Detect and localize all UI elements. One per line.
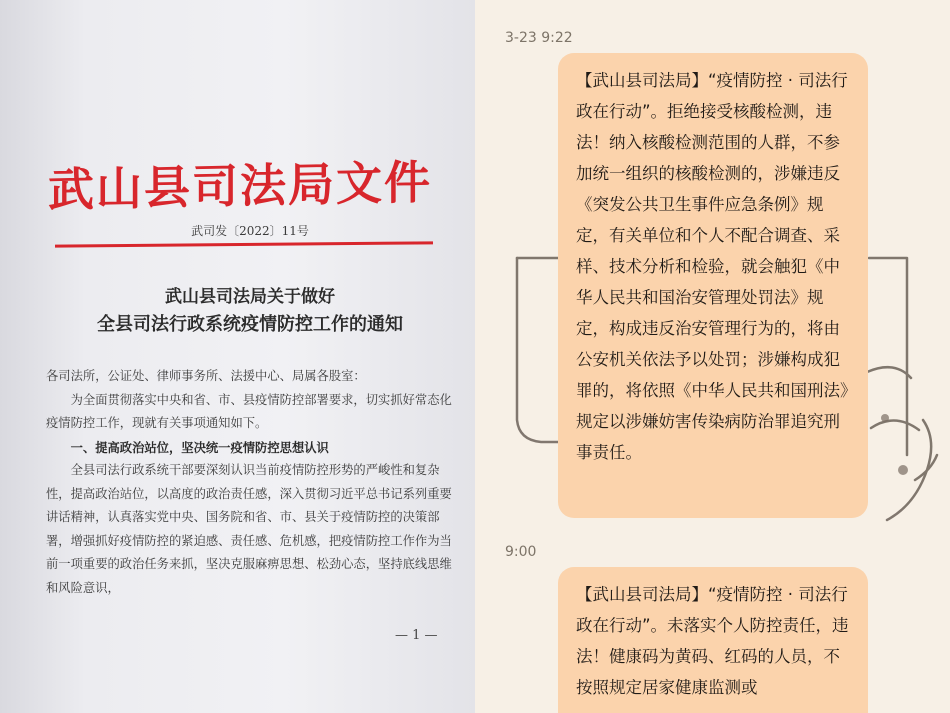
document-title-line2: 全县司法行政系统疫情防控工作的通知: [97, 314, 403, 335]
document-section-heading: 一、提高政治站位，坚决统一疫情防控思想认识: [70, 439, 329, 455]
message-bubble[interactable]: 【武山县司法局】“疫情防控 · 司法行政在行动”。未落实个人防控责任，违法！健康码为黄码、红码的人员，不按照规定居家健康监测或: [558, 567, 868, 713]
red-divider: [55, 241, 433, 247]
document-header: 武山县司法局文件: [48, 154, 432, 218]
document-body: [46, 365, 458, 600]
document-title-line1: 武山县司法局关于做好: [165, 287, 335, 307]
message-timestamp: 3-23 9:22: [505, 30, 573, 46]
page-number: — 1 —: [395, 628, 438, 643]
message-bubble[interactable]: 【武山县司法局】“疫情防控 · 司法行政在行动”。拒绝接受核酸检测，违法！纳入核酸检测范围的人群，不参加统一组织的核酸检测的，涉嫌违反《突发公共卫生事件应急条例》规定，有关单位和个人不配合调查、采样、技术分析和检验，就会触犯《中华人民共和国治安管理处罚法》规定，构成违反治安管理行为的，将由公安机关依法予以处罚；涉嫌构成犯罪的，将依照《中华人民共和国刑法》规定以涉嫌妨害传染病防治罪追究刑事责任。: [558, 53, 868, 518]
document-section-body: 全县司法行政系统干部要深刻认识当前疫情防控形势的严峻性和复杂性，提高政治站位，以高度的政治责任感，深入贯彻习近平总书记系列重要讲话精神，认真落实党中央、国务院和省、市、县关于疫情防控的决策部署，增强抓好疫情防控的紧迫感、责任感、危机感，把疫情防控工作作为当前一项重要的政治任务来抓，坚决克服麻痹思想、松劲心态，坚持底线思维和风险意识，: [46, 463, 452, 595]
document-number: 武司发〔2022〕11号: [191, 224, 309, 238]
message-timestamp: 9:00: [505, 544, 537, 560]
document-addressee: 各司法所，公证处、律师事务所、法援中心、局属各股室：: [46, 369, 366, 383]
chat-panel: [475, 0, 950, 713]
document-intro: 为全面贯彻落实中央和省、市、县疫情防控部署要求，切实抓好常态化疫情防控工作，现就有关事项通知如下。: [46, 392, 452, 430]
